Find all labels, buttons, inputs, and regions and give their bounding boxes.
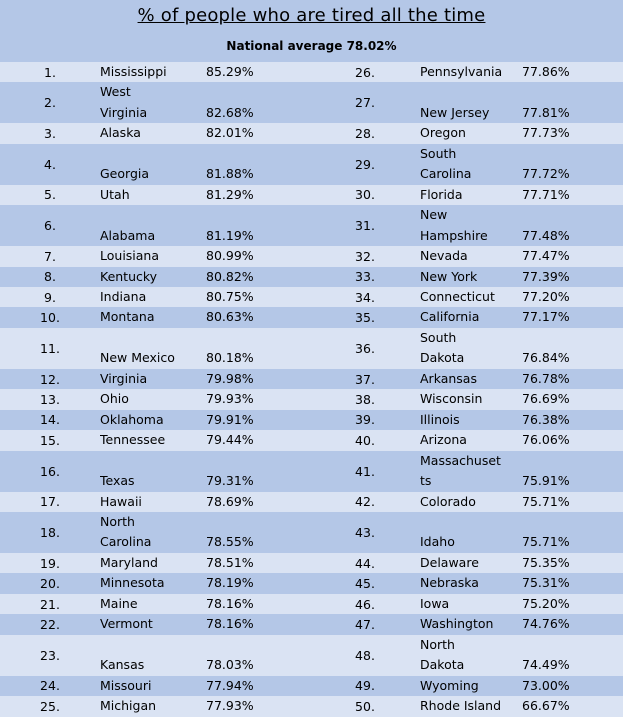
- right-percent: 75.71%: [522, 512, 623, 553]
- right-rank: 41.: [310, 451, 420, 492]
- left-state-line: Alaska: [100, 125, 141, 141]
- left-rank: 20.: [0, 573, 100, 593]
- right-state-line: Arkansas: [420, 370, 477, 386]
- left-rank: 17.: [0, 492, 100, 512]
- ranking-table: [0, 62, 623, 717]
- left-percent: 80.18%: [206, 328, 310, 369]
- right-rank: 26.: [310, 62, 420, 82]
- left-state: [100, 205, 206, 246]
- table-row: [0, 635, 623, 676]
- left-state-line: Michigan: [100, 698, 157, 714]
- left-rank: 21.: [0, 594, 100, 614]
- right-state: [420, 123, 522, 143]
- right-state-line: New York: [420, 268, 478, 284]
- left-state-line: Texas: [100, 473, 135, 489]
- right-percent: 66.67%: [522, 696, 623, 716]
- right-state: [420, 205, 522, 246]
- left-percent: 81.19%: [206, 205, 310, 246]
- left-rank: 1.: [0, 62, 100, 82]
- right-state: [420, 410, 522, 430]
- left-state: [100, 307, 206, 327]
- right-percent: 77.20%: [522, 287, 623, 307]
- right-state: [420, 307, 522, 327]
- right-percent: 76.06%: [522, 430, 623, 450]
- right-state: [420, 430, 522, 450]
- left-state-line: Oklahoma: [100, 411, 164, 427]
- right-state-line: Washington: [420, 616, 494, 632]
- right-percent: 77.48%: [522, 205, 623, 246]
- left-state-line: Georgia: [100, 166, 150, 182]
- right-state-line: North: [420, 636, 455, 652]
- right-rank: 38.: [310, 389, 420, 409]
- right-rank: 37.: [310, 369, 420, 389]
- right-state-line: Hampshire: [420, 227, 488, 243]
- left-state-line: Missouri: [100, 677, 152, 693]
- left-percent: 78.19%: [206, 573, 310, 593]
- right-state-line: New: [420, 207, 448, 223]
- right-rank: 43.: [310, 512, 420, 553]
- right-rank: 33.: [310, 267, 420, 287]
- left-percent: 81.88%: [206, 144, 310, 185]
- left-state: [100, 410, 206, 430]
- left-state-line: Montana: [100, 309, 155, 325]
- left-percent: 80.99%: [206, 246, 310, 266]
- right-rank: 42.: [310, 492, 420, 512]
- right-state: [420, 144, 522, 185]
- right-state-line: Colorado: [420, 493, 476, 509]
- right-state-line: Illinois: [420, 411, 460, 427]
- right-percent: 77.47%: [522, 246, 623, 266]
- right-state: [420, 614, 522, 634]
- right-state: [420, 287, 522, 307]
- left-state-line: Utah: [100, 186, 130, 202]
- right-state: [420, 492, 522, 512]
- right-rank: 30.: [310, 185, 420, 205]
- left-state: [100, 82, 206, 123]
- right-state-line: Massachuset: [420, 452, 501, 468]
- right-percent: 77.73%: [522, 123, 623, 143]
- right-percent: 75.71%: [522, 492, 623, 512]
- table-row: [0, 205, 623, 246]
- left-rank: 22.: [0, 614, 100, 634]
- table-row: [0, 614, 623, 634]
- left-percent: 79.31%: [206, 451, 310, 492]
- left-rank: 16.: [0, 451, 100, 492]
- right-percent: 77.72%: [522, 144, 623, 185]
- right-rank: 31.: [310, 205, 420, 246]
- left-state-line: Virginia: [100, 370, 148, 386]
- left-state-line: Tennessee: [100, 432, 166, 448]
- right-percent: 76.38%: [522, 410, 623, 430]
- right-percent: 77.17%: [522, 307, 623, 327]
- left-state: [100, 185, 206, 205]
- right-rank: 48.: [310, 635, 420, 676]
- left-percent: 79.98%: [206, 369, 310, 389]
- left-rank: 4.: [0, 144, 100, 185]
- left-rank: 7.: [0, 246, 100, 266]
- right-state: [420, 512, 522, 553]
- left-state: [100, 123, 206, 143]
- table-row: [0, 144, 623, 185]
- table-row: [0, 123, 623, 143]
- table-row: [0, 553, 623, 573]
- left-state-line: West: [100, 84, 131, 100]
- table-row: [0, 267, 623, 287]
- left-state: [100, 144, 206, 185]
- right-state: [420, 451, 522, 492]
- right-state-line: Arizona: [420, 432, 467, 448]
- left-percent: 78.16%: [206, 614, 310, 634]
- left-rank: 3.: [0, 123, 100, 143]
- table-row: [0, 696, 623, 716]
- right-state-line: California: [420, 309, 480, 325]
- left-state-line: Virginia: [100, 104, 148, 120]
- left-state: [100, 573, 206, 593]
- left-rank: 9.: [0, 287, 100, 307]
- left-state-line: North: [100, 513, 135, 529]
- right-state-line: South: [420, 145, 457, 161]
- right-rank: 47.: [310, 614, 420, 634]
- right-rank: 40.: [310, 430, 420, 450]
- left-rank: 24.: [0, 676, 100, 696]
- table-row: [0, 594, 623, 614]
- right-state-line: Wyoming: [420, 677, 479, 693]
- table-row: [0, 82, 623, 123]
- right-state-line: Florida: [420, 186, 463, 202]
- right-rank: 46.: [310, 594, 420, 614]
- left-rank: 14.: [0, 410, 100, 430]
- left-state: [100, 676, 206, 696]
- left-state-line: Vermont: [100, 616, 153, 632]
- national-average-subtitle: National average 78.02%: [226, 39, 397, 53]
- left-rank: 8.: [0, 267, 100, 287]
- left-percent: 78.03%: [206, 635, 310, 676]
- right-rank: 45.: [310, 573, 420, 593]
- right-state-line: Idaho: [420, 534, 455, 550]
- table-row: [0, 328, 623, 369]
- left-state-line: Alabama: [100, 227, 156, 243]
- right-percent: 74.76%: [522, 614, 623, 634]
- left-state-line: Louisiana: [100, 248, 160, 264]
- left-percent: 79.44%: [206, 430, 310, 450]
- left-state: [100, 512, 206, 553]
- title-band: [0, 0, 623, 62]
- left-state: [100, 614, 206, 634]
- left-rank: 23.: [0, 635, 100, 676]
- left-percent: 80.75%: [206, 287, 310, 307]
- table-row: [0, 512, 623, 553]
- right-percent: 75.35%: [522, 553, 623, 573]
- left-rank: 19.: [0, 553, 100, 573]
- ranking-table-body: [0, 62, 623, 717]
- left-state-line: Mississippi: [100, 64, 167, 79]
- right-state-line: South: [420, 329, 457, 345]
- right-percent: 76.78%: [522, 369, 623, 389]
- right-percent: 75.20%: [522, 594, 623, 614]
- right-state-line: Carolina: [420, 166, 472, 182]
- right-state: [420, 553, 522, 573]
- table-row: [0, 62, 623, 82]
- right-rank: 39.: [310, 410, 420, 430]
- right-state: [420, 696, 522, 716]
- table-row: [0, 369, 623, 389]
- right-state-line: Nebraska: [420, 575, 479, 591]
- right-state-line: Dakota: [420, 657, 465, 673]
- left-state-line: New Mexico: [100, 350, 175, 366]
- left-state: [100, 430, 206, 450]
- right-rank: 32.: [310, 246, 420, 266]
- left-state: [100, 328, 206, 369]
- left-state: [100, 492, 206, 512]
- right-percent: 77.71%: [522, 185, 623, 205]
- right-state-line: ts: [420, 473, 432, 489]
- left-state-line: Carolina: [100, 534, 152, 550]
- left-state-line: Kentucky: [100, 268, 158, 284]
- left-rank: 15.: [0, 430, 100, 450]
- right-state: [420, 594, 522, 614]
- right-state-line: Pennsylvania: [420, 64, 503, 79]
- left-state: [100, 553, 206, 573]
- right-percent: 74.49%: [522, 635, 623, 676]
- left-rank: 25.: [0, 696, 100, 716]
- right-state-line: Rhode Island: [420, 698, 502, 714]
- left-state: [100, 287, 206, 307]
- right-state: [420, 246, 522, 266]
- left-state-line: Maryland: [100, 554, 158, 570]
- right-percent: 75.31%: [522, 573, 623, 593]
- table-row: [0, 410, 623, 430]
- left-percent: 77.94%: [206, 676, 310, 696]
- left-percent: 80.82%: [206, 267, 310, 287]
- left-rank: 11.: [0, 328, 100, 369]
- right-state: [420, 62, 522, 82]
- right-rank: 44.: [310, 553, 420, 573]
- right-state: [420, 676, 522, 696]
- right-rank: 36.: [310, 328, 420, 369]
- left-percent: 85.29%: [206, 62, 310, 82]
- left-rank: 10.: [0, 307, 100, 327]
- right-percent: 75.91%: [522, 451, 623, 492]
- table-row: [0, 451, 623, 492]
- left-state-line: Indiana: [100, 288, 147, 304]
- left-percent: 78.55%: [206, 512, 310, 553]
- right-state: [420, 328, 522, 369]
- left-percent: 80.63%: [206, 307, 310, 327]
- left-state: [100, 62, 206, 82]
- right-percent: 76.84%: [522, 328, 623, 369]
- table-row: [0, 430, 623, 450]
- table-row: [0, 573, 623, 593]
- table-row: [0, 676, 623, 696]
- table-row: [0, 492, 623, 512]
- right-state-line: Oregon: [420, 125, 466, 141]
- left-state: [100, 635, 206, 676]
- left-rank: 12.: [0, 369, 100, 389]
- right-state: [420, 369, 522, 389]
- left-percent: 82.01%: [206, 123, 310, 143]
- page-title: % of people who are tired all the time: [137, 5, 486, 26]
- right-state: [420, 389, 522, 409]
- right-state: [420, 82, 522, 123]
- right-state-line: Iowa: [420, 595, 450, 611]
- left-rank: 6.: [0, 205, 100, 246]
- left-state: [100, 369, 206, 389]
- left-state: [100, 451, 206, 492]
- right-state-line: Delaware: [420, 554, 479, 570]
- right-percent: 77.39%: [522, 267, 623, 287]
- right-rank: 49.: [310, 676, 420, 696]
- table-row: [0, 246, 623, 266]
- left-state-line: Minnesota: [100, 575, 165, 591]
- table-row: [0, 185, 623, 205]
- left-state: [100, 267, 206, 287]
- left-state-line: Kansas: [100, 657, 145, 673]
- right-state-line: Connecticut: [420, 288, 495, 304]
- right-state-line: Wisconsin: [420, 391, 483, 407]
- left-state-line: Ohio: [100, 391, 129, 407]
- left-percent: 78.51%: [206, 553, 310, 573]
- table-row: [0, 389, 623, 409]
- right-state: [420, 267, 522, 287]
- right-percent: 73.00%: [522, 676, 623, 696]
- right-state-line: Nevada: [420, 248, 468, 264]
- left-percent: 78.69%: [206, 492, 310, 512]
- left-state: [100, 246, 206, 266]
- left-percent: 79.91%: [206, 410, 310, 430]
- right-rank: 35.: [310, 307, 420, 327]
- right-percent: 77.81%: [522, 82, 623, 123]
- left-rank: 2.: [0, 82, 100, 123]
- right-rank: 34.: [310, 287, 420, 307]
- right-state-line: Dakota: [420, 350, 465, 366]
- left-rank: 18.: [0, 512, 100, 553]
- left-percent: 77.93%: [206, 696, 310, 716]
- left-percent: 82.68%: [206, 82, 310, 123]
- left-state: [100, 696, 206, 716]
- left-state: [100, 594, 206, 614]
- left-state: [100, 389, 206, 409]
- right-rank: 28.: [310, 123, 420, 143]
- right-percent: 77.86%: [522, 62, 623, 82]
- right-state: [420, 185, 522, 205]
- right-state: [420, 573, 522, 593]
- right-rank: 29.: [310, 144, 420, 185]
- left-percent: 81.29%: [206, 185, 310, 205]
- right-state: [420, 635, 522, 676]
- table-row: [0, 307, 623, 327]
- right-percent: 76.69%: [522, 389, 623, 409]
- right-state-line: New Jersey: [420, 104, 490, 120]
- table-row: [0, 287, 623, 307]
- left-state-line: Maine: [100, 595, 138, 611]
- left-rank: 5.: [0, 185, 100, 205]
- right-rank: 50.: [310, 696, 420, 716]
- left-state-line: Hawaii: [100, 493, 142, 509]
- left-percent: 78.16%: [206, 594, 310, 614]
- left-rank: 13.: [0, 389, 100, 409]
- right-rank: 27.: [310, 82, 420, 123]
- left-percent: 79.93%: [206, 389, 310, 409]
